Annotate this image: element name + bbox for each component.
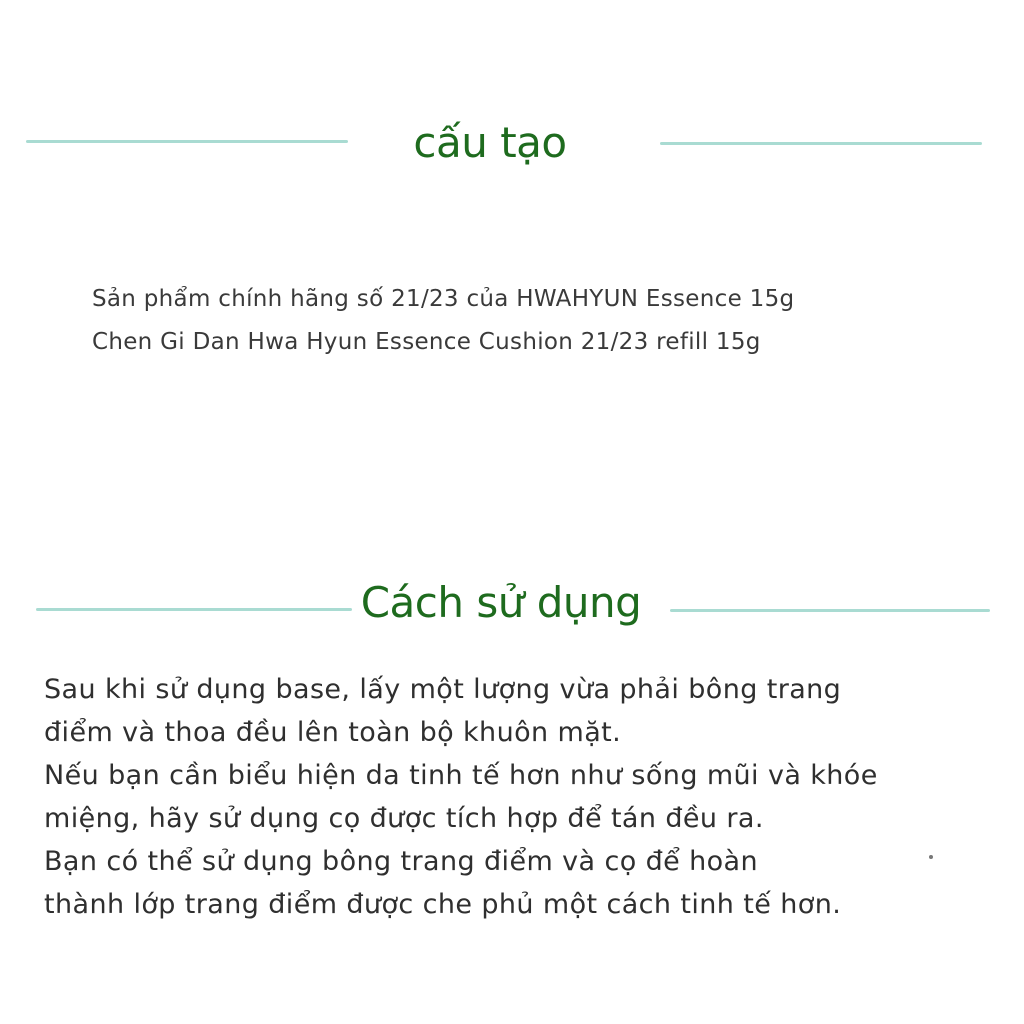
composition-line: Sản phẩm chính hãng số 21/23 của HWAHYUN Essence 15g [92, 286, 795, 312]
composition-list [92, 278, 992, 364]
usage-line: miệng, hãy sử dụng cọ được tích hợp để tán đều ra. [44, 803, 764, 834]
usage-title: Cách sử dụng [360, 578, 642, 627]
usage-line: điểm và thoa đều lên toàn bộ khuôn mặt. [44, 717, 622, 748]
usage-instructions [44, 668, 1004, 926]
usage-line: thành lớp trang điểm được che phủ một cách tinh tế hơn. [44, 889, 842, 920]
usage-line: Nếu bạn cần biểu hiện da tinh tế hơn như sống mũi và khóe [44, 760, 878, 791]
usage-line: Sau khi sử dụng base, lấy một lượng vừa phải bông trang [44, 674, 842, 705]
composition-title: cấu tạo [413, 118, 567, 167]
stray-dot [929, 855, 933, 859]
usage-line: Bạn có thể sử dụng bông trang điểm và cọ để hoàn [44, 846, 759, 877]
composition-line: Chen Gi Dan Hwa Hyun Essence Cushion 21/23 refill 15g [92, 329, 761, 355]
